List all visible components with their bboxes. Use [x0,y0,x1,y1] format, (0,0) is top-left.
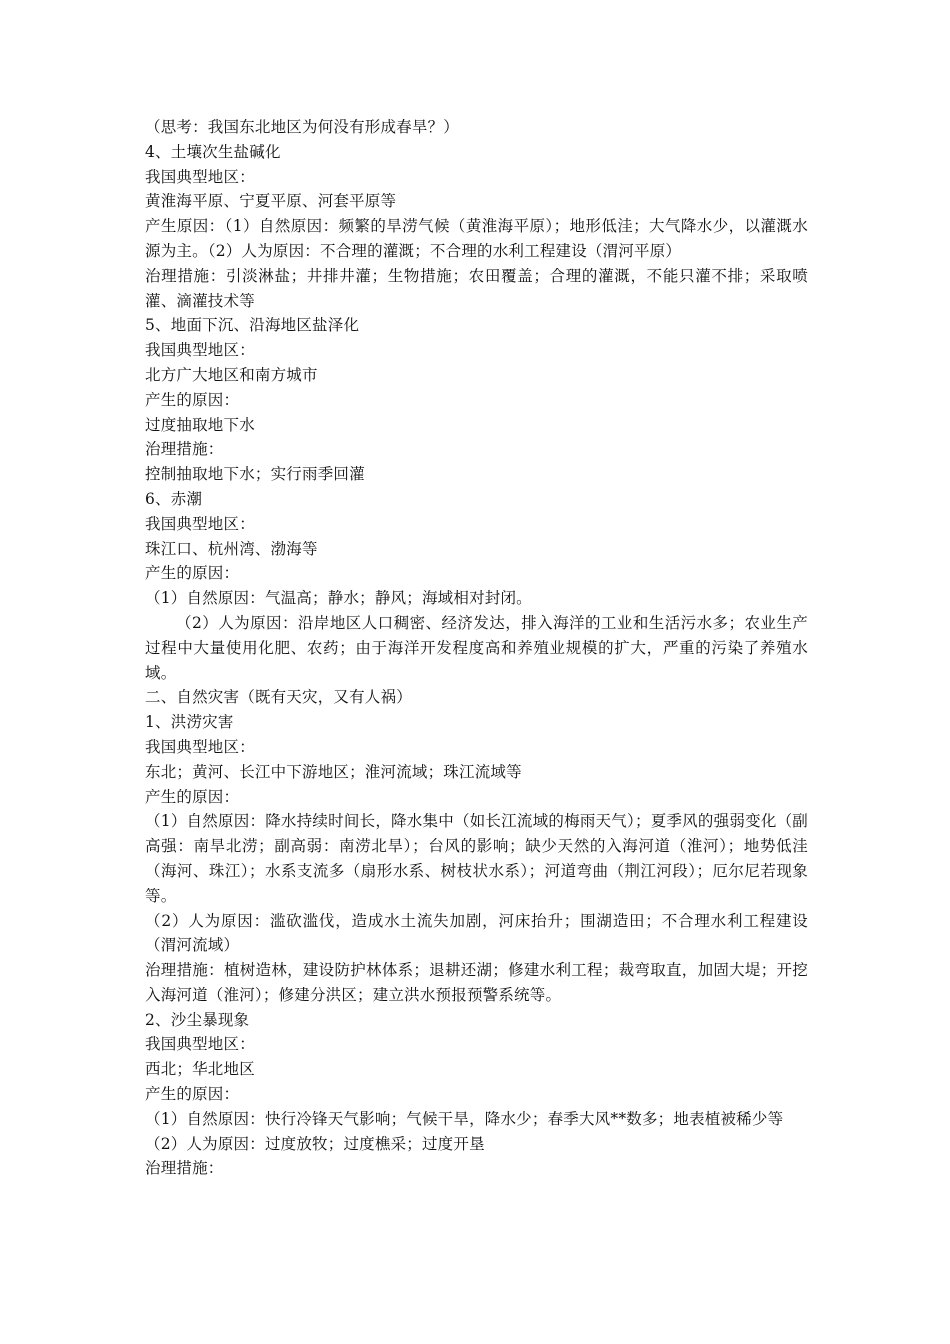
measures-label: 治理措施： [145,1159,224,1178]
cause-label: 产生的原因： [145,390,240,409]
cause-paragraph: 产生原因：（1）自然原因：频繁的旱涝气候（黄淮海平原）；地形低洼；大气降水少，以灌溉水源为主。（2）人为原因：不合理的灌溉；不合理的水利工程建设（渭河平原） [145,217,808,260]
cause-label: 产生的原因： [145,787,240,806]
measures-value: 控制抽取地下水；实行雨季回灌 [145,465,365,484]
typical-region-label: 我国典型地区： [145,1035,255,1054]
natural-cause-paragraph: （1）自然原因：快行冷锋天气影响；气候干旱，降水少；春季大风**数多；地表植被稀少等 [145,1109,784,1128]
human-cause-line: （2）人为原因：过度放牧；过度樵采；过度开垦 [145,1134,485,1153]
cause-label: 产生的原因： [145,564,240,583]
cause-label: 产生的原因： [145,1085,240,1104]
typical-region-value: 珠江口、杭州湾、渤海等 [145,539,318,558]
measures-label: 治理措施： [145,440,224,459]
typical-region-label: 我国典型地区： [145,341,255,360]
section-heading-land-subsidence: 5、地面下沉、沿海地区盐泽化 [145,316,360,335]
cause-value: 过度抽取地下水 [145,415,255,434]
document-body [145,115,808,1181]
section-heading-soil-salinization: 4、土壤次生盐碱化 [145,142,281,161]
typical-region-label: 我国典型地区： [145,167,255,186]
typical-region-value: 东北；黄河、长江中下游地区；淮河流域；珠江流域等 [145,762,522,781]
typical-region-label: 我国典型地区： [145,737,255,756]
section-heading-sandstorm: 2、沙尘暴现象 [145,1010,250,1029]
human-cause-paragraph: （2）人为原因：沿岸地区人口稠密、经济发达，排入海洋的工业和生活污水多；农业生产过程中大量使用化肥、农药；由于海洋开发程度高和养殖业规模的扩大，严重的污染了养殖水域。 [145,613,808,682]
measures-paragraph: 治理措施：引淡淋盐；井排井灌；生物措施；农田覆盖；合理的灌溉，不能只灌不排；采取喷灌、滴灌技术等 [145,266,808,310]
think-question: （思考：我国东北地区为何没有形成春旱？） [145,118,460,136]
typical-region-value: 西北；华北地区 [145,1060,255,1079]
section-heading-red-tide: 6、赤潮 [145,489,203,508]
natural-cause-line: （1）自然原因：气温高；静水；静风；海域相对封闭。 [145,589,532,608]
section-heading-floods: 1、洪涝灾害 [145,713,234,732]
typical-region-value: 北方广大地区和南方城市 [145,365,318,384]
typical-region-label: 我国典型地区： [145,514,255,533]
chapter-heading-natural-disasters: 二、自然灾害（既有天灾，又有人祸） [145,688,412,707]
typical-region-value: 黄淮海平原、宁夏平原、河套平原等 [145,192,397,211]
natural-cause-paragraph: （1）自然原因：降水持续时间长，降水集中（如长江流域的梅雨天气）；夏季风的强弱变化（副高强：南旱北涝；副高弱：南涝北旱）；台风的影响；缺少天然的入海河道（淮河）；地势低洼（海河、珠江）；水系支流多（扇形水系、树枝状水系）；河道弯曲（荆江河段）；厄尔尼若现象等。 [145,812,808,905]
human-cause-paragraph: （2）人为原因：滥砍滥伐，造成水土流失加剧，河床抬升；围湖造田；不合理水利工程建设（渭河流域） [145,911,808,955]
measures-paragraph: 治理措施：植树造林，建设防护林体系；退耕还湖；修建水利工程；裁弯取直，加固大堤；开挖入海河道（淮河）；修建分洪区；建立洪水预报预警系统等。 [145,961,808,1004]
